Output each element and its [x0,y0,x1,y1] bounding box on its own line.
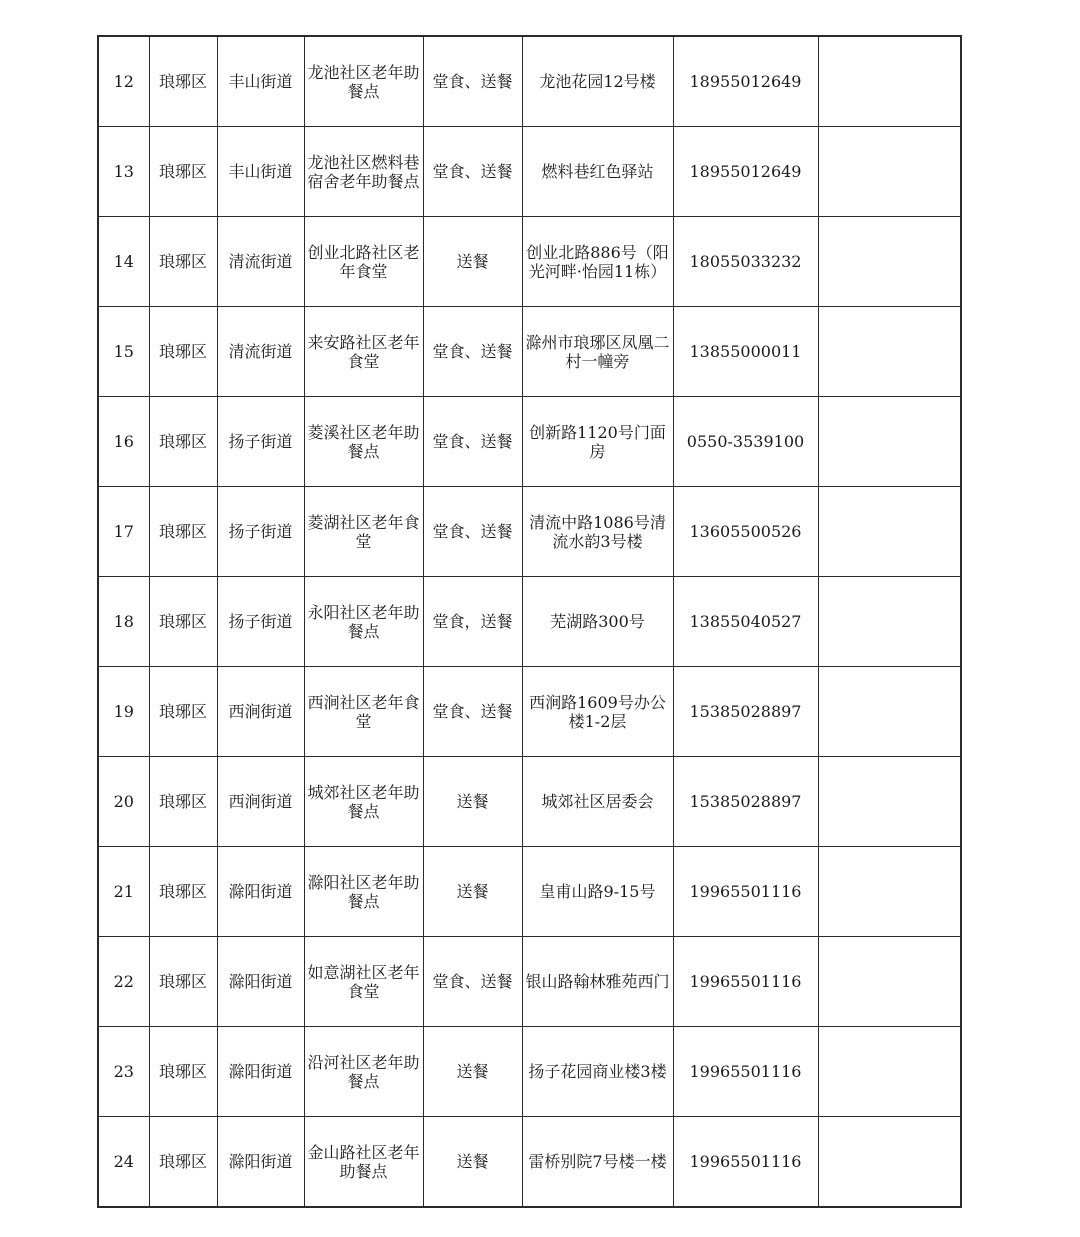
cell-service-type: 堂食、送餐 [423,397,522,487]
cell-canteen-name: 滁阳社区老年助餐点 [304,847,423,937]
cell-number: 15 [98,307,149,397]
table-row [98,847,961,937]
cell-street: 清流街道 [217,307,304,397]
cell-district: 琅琊区 [149,1117,217,1208]
cell-number: 17 [98,487,149,577]
cell-note [818,487,961,577]
cell-number: 14 [98,217,149,307]
cell-phone: 19965501116 [673,847,818,937]
cell-number: 20 [98,757,149,847]
cell-canteen-name: 来安路社区老年食堂 [304,307,423,397]
cell-address: 创业北路886号（阳光河畔·怡园11栋） [522,217,673,307]
cell-phone: 15385028897 [673,667,818,757]
cell-phone: 13605500526 [673,487,818,577]
table-row [98,397,961,487]
table-body [98,36,961,1207]
cell-note [818,577,961,667]
table-row [98,577,961,667]
cell-phone: 19965501116 [673,937,818,1027]
cell-district: 琅琊区 [149,127,217,217]
cell-phone: 13855040527 [673,577,818,667]
cell-canteen-name: 创业北路社区老年食堂 [304,217,423,307]
cell-number: 23 [98,1027,149,1117]
cell-note [818,217,961,307]
cell-note [818,667,961,757]
cell-note [818,307,961,397]
cell-address: 滁州市琅琊区凤凰二村一幢旁 [522,307,673,397]
cell-district: 琅琊区 [149,487,217,577]
cell-note [818,847,961,937]
table-row [98,307,961,397]
cell-address: 雷桥别院7号楼一楼 [522,1117,673,1208]
cell-note [818,127,961,217]
cell-service-type: 送餐 [423,217,522,307]
cell-phone: 15385028897 [673,757,818,847]
cell-street: 滁阳街道 [217,1027,304,1117]
cell-district: 琅琊区 [149,757,217,847]
cell-service-type: 堂食、送餐 [423,937,522,1027]
cell-note [818,937,961,1027]
cell-canteen-name: 西涧社区老年食堂 [304,667,423,757]
cell-street: 滁阳街道 [217,1117,304,1208]
cell-service-type: 送餐 [423,1027,522,1117]
cell-street: 扬子街道 [217,577,304,667]
cell-canteen-name: 龙池社区燃料巷宿舍老年助餐点 [304,127,423,217]
cell-note [818,1027,961,1117]
cell-number: 18 [98,577,149,667]
cell-canteen-name: 如意湖社区老年食堂 [304,937,423,1027]
table-row [98,487,961,577]
canteen-table [97,35,962,1208]
table-row [98,127,961,217]
table-row [98,757,961,847]
canteen-list-sheet [97,35,960,1216]
table-row [98,937,961,1027]
cell-service-type: 送餐 [423,847,522,937]
cell-address: 龙池花园12号楼 [522,36,673,127]
cell-phone: 13855000011 [673,307,818,397]
cell-phone: 19965501116 [673,1027,818,1117]
cell-street: 扬子街道 [217,487,304,577]
cell-service-type: 堂食，送餐 [423,577,522,667]
cell-number: 12 [98,36,149,127]
cell-number: 21 [98,847,149,937]
cell-street: 丰山街道 [217,36,304,127]
cell-note [818,397,961,487]
cell-note [818,757,961,847]
cell-address: 银山路翰林雅苑西门 [522,937,673,1027]
cell-address: 皇甫山路9-15号 [522,847,673,937]
cell-district: 琅琊区 [149,397,217,487]
cell-phone: 19965501116 [673,1117,818,1208]
cell-address: 城郊社区居委会 [522,757,673,847]
cell-phone: 0550-3539100 [673,397,818,487]
cell-address: 清流中路1086号清流水韵3号楼 [522,487,673,577]
cell-street: 滁阳街道 [217,937,304,1027]
cell-street: 清流街道 [217,217,304,307]
cell-canteen-name: 沿河社区老年助餐点 [304,1027,423,1117]
cell-canteen-name: 城郊社区老年助餐点 [304,757,423,847]
cell-address: 燃料巷红色驿站 [522,127,673,217]
cell-canteen-name: 永阳社区老年助餐点 [304,577,423,667]
cell-service-type: 堂食、送餐 [423,127,522,217]
cell-district: 琅琊区 [149,36,217,127]
cell-service-type: 堂食、送餐 [423,36,522,127]
cell-number: 19 [98,667,149,757]
cell-street: 西涧街道 [217,757,304,847]
cell-district: 琅琊区 [149,307,217,397]
cell-phone: 18055033232 [673,217,818,307]
cell-phone: 18955012649 [673,127,818,217]
table-row [98,36,961,127]
cell-service-type: 堂食、送餐 [423,667,522,757]
cell-address: 西涧路1609号办公楼1-2层 [522,667,673,757]
cell-number: 13 [98,127,149,217]
cell-address: 创新路1120号门面房 [522,397,673,487]
cell-canteen-name: 龙池社区老年助餐点 [304,36,423,127]
cell-service-type: 送餐 [423,757,522,847]
cell-note [818,1117,961,1208]
cell-service-type: 堂食、送餐 [423,307,522,397]
cell-street: 滁阳街道 [217,847,304,937]
table-row [98,667,961,757]
cell-address: 扬子花园商业楼3楼 [522,1027,673,1117]
cell-district: 琅琊区 [149,847,217,937]
cell-street: 扬子街道 [217,397,304,487]
cell-canteen-name: 菱湖社区老年食堂 [304,487,423,577]
cell-note [818,36,961,127]
cell-district: 琅琊区 [149,577,217,667]
cell-number: 22 [98,937,149,1027]
cell-district: 琅琊区 [149,667,217,757]
cell-street: 丰山街道 [217,127,304,217]
table-row [98,1117,961,1208]
cell-number: 24 [98,1117,149,1208]
cell-address: 芜湖路300号 [522,577,673,667]
cell-canteen-name: 菱溪社区老年助餐点 [304,397,423,487]
cell-district: 琅琊区 [149,937,217,1027]
cell-district: 琅琊区 [149,1027,217,1117]
cell-service-type: 送餐 [423,1117,522,1208]
table-row [98,217,961,307]
cell-district: 琅琊区 [149,217,217,307]
cell-number: 16 [98,397,149,487]
cell-street: 西涧街道 [217,667,304,757]
cell-service-type: 堂食、送餐 [423,487,522,577]
cell-canteen-name: 金山路社区老年助餐点 [304,1117,423,1208]
table-row [98,1027,961,1117]
cell-phone: 18955012649 [673,36,818,127]
